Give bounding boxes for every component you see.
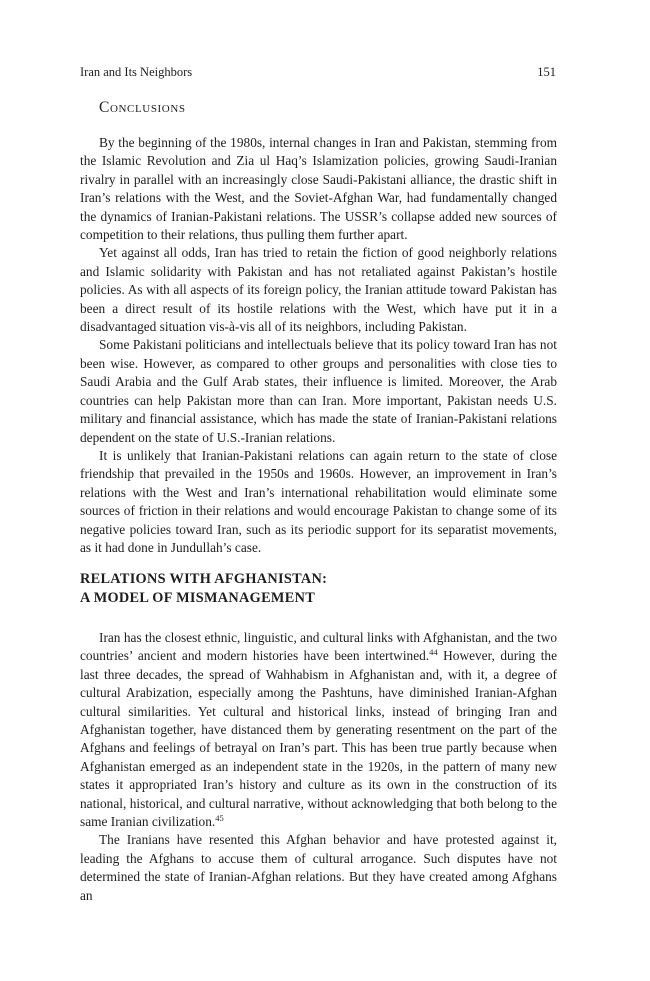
paragraph: By the beginning of the 1980s, internal changes in Iran and Pakistan, stemming from the Islamic Revolution and Zia ul Haq’s Islamization policies, growing Saudi-Iranian rivalry in parallel with an increasingly close Saudi-Pakistani alliance, the drastic shift in Iran’s relations with the West, and the Soviet-Afghan War, had fundamentally changed the dynamics of Iranian-Pakistani relations. The USSR’s collapse added new sources of competition to their relations, thus pulling them further apart. <box>80 135 557 243</box>
paragraph <box>80 629 557 831</box>
paragraph: Some Pakistani politicians and intellectuals believe that its policy toward Iran has not been wise. However, as compared to other groups and personalities with close ties to Saudi Arabia and the Gulf Arab states, their influence is limited. Moreover, the Arab countries can help Pakistan more than can Iran. More important, Pakistan needs U.S. military and financial assistance, which has made the state of Iranian-Pakistani relations dependent on the state of U.S.-Iranian relations. <box>80 337 557 445</box>
conclusions-body <box>80 134 557 557</box>
paragraph: The Iranians have resented this Afghan behavior and have protested against it, leading the Afghans to accuse them of cultural arrogance. Such disputes have not determined the state of Iranian-Afghan relations. But they have created among Afghans an <box>80 832 557 903</box>
footnote-ref-45[interactable]: 45 <box>215 813 224 824</box>
page-number: 151 <box>537 65 556 79</box>
section-heading-afghanistan <box>80 570 557 608</box>
afghanistan-body <box>80 629 557 905</box>
section-title-conclusions: Conclusions <box>99 99 186 116</box>
running-head <box>80 64 556 80</box>
heading-line: RELATIONS WITH AFGHANISTAN: <box>80 571 328 587</box>
paragraph-text: However, during the last three decades, the spread of Wahhabism in Afghanistan and, with it, a degree of cultural Arabization, especially among the Pashtuns, have diminished Iranian-Afghan cultural similarities. Yet cultural and historical links, instead of bringing Iran and Afghanistan together, have distanced them by generating resentment on the part of the Afghans and feelings of betrayal on Iran’s part. This has been true partly because when Afghanistan emerged as an independent state in the 1920s, in the pattern of many new states it appropriated Iran’s history and culture as its own in the construction of its national, historical, and cultural narrative, without acknowledging that both belong to the same Iranian civilization. <box>80 648 557 830</box>
running-title: Iran and Its Neighbors <box>80 65 193 79</box>
footnote-ref-44[interactable]: 44 <box>429 647 438 658</box>
paragraph: Yet against all odds, Iran has tried to retain the fiction of good neighborly relations and Islamic solidarity with Pakistan and has not retaliated against Pakistan’s hostile policies. As with all aspects of its foreign policy, the Iranian attitude toward Pakistan has been a direct result of its hostile relations with the West, which have put it in a disadvantaged situation vis-à-vis all of its neighbors, including Pakistan. <box>80 245 557 335</box>
heading-line: A MODEL OF MISMANAGEMENT <box>80 590 316 606</box>
paragraph-text: Iran has the closest ethnic, linguistic, and cultural links with Afghanistan, and the two countries’ ancient and modern histories have been intertwined. <box>80 630 557 664</box>
paragraph: It is unlikely that Iranian-Pakistani relations can again return to the state of close friendship that prevailed in the 1950s and 1960s. However, an improvement in Iran’s relations with the West and Iran’s international rehabilitation would eliminate some sources of friction in their relations and would encourage Pakistan to change some of its negative policies toward Iran, such as its periodic support for its separatist movements, as it had done in Jundullah’s case. <box>80 447 557 555</box>
